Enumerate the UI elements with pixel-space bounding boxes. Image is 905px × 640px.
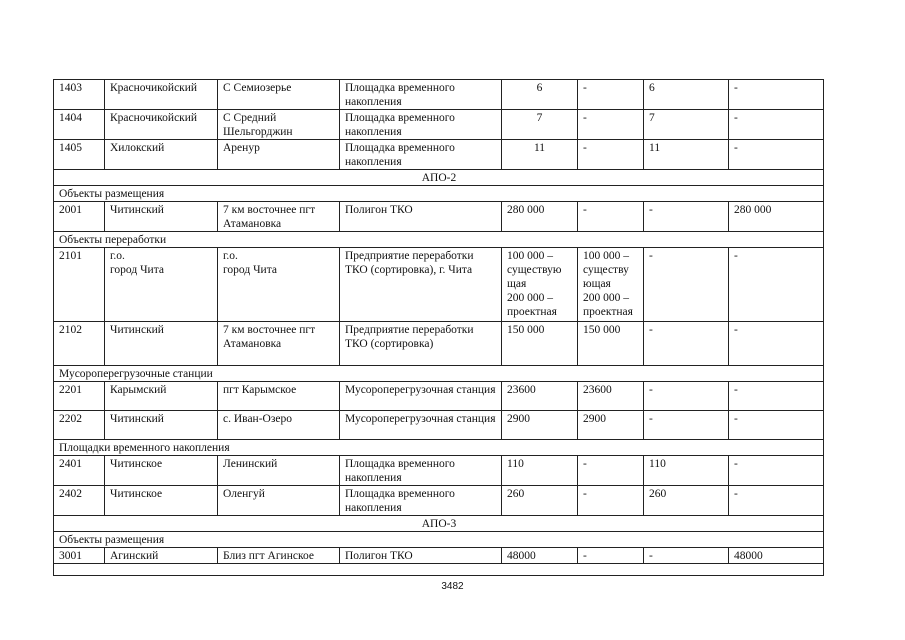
section-title: АПО-2 xyxy=(54,170,824,186)
placement-cell: 48000 xyxy=(729,548,824,564)
placement-cell: - xyxy=(729,456,824,486)
object-type-cell: Полигон ТКО xyxy=(340,548,502,564)
table-row xyxy=(54,411,824,440)
capacity-cell: 48000 xyxy=(502,548,578,564)
object-type-cell: Площадка временного накопления xyxy=(340,140,502,170)
section-header-row xyxy=(54,170,824,186)
temporary-storage-cell: - xyxy=(644,322,729,366)
capacity-cell: 110 xyxy=(502,456,578,486)
empty-cell xyxy=(54,564,824,576)
district-cell: Карымский xyxy=(105,382,218,411)
processing-cell: - xyxy=(578,202,644,232)
processing-cell: - xyxy=(578,456,644,486)
group-header-row xyxy=(54,186,824,202)
placement-cell: - xyxy=(729,486,824,516)
district-cell: Хилокский xyxy=(105,140,218,170)
capacity-cell: 280 000 xyxy=(502,202,578,232)
table-row xyxy=(54,202,824,232)
object-type-cell: Полигон ТКО xyxy=(340,202,502,232)
location-cell: Близ пгт Агинское xyxy=(218,548,340,564)
placement-cell: - xyxy=(729,140,824,170)
group-title: Объекты размещения xyxy=(54,532,824,548)
row-number-cell: 2201 xyxy=(54,382,105,411)
table-row xyxy=(54,248,824,322)
location-cell: пгт Карымское xyxy=(218,382,340,411)
placement-cell: 280 000 xyxy=(729,202,824,232)
capacity-cell: 23600 xyxy=(502,382,578,411)
location-cell: 7 км восточнее пгт Атамановка xyxy=(218,322,340,366)
section-title: АПО-3 xyxy=(54,516,824,532)
empty-row xyxy=(54,564,824,576)
table-row xyxy=(54,486,824,516)
object-type-cell: Предприятие переработки ТКО (сортировка) xyxy=(340,322,502,366)
object-type-cell: Площадка временного накопления xyxy=(340,110,502,140)
district-cell: Читинский xyxy=(105,411,218,440)
temporary-storage-cell: 11 xyxy=(644,140,729,170)
group-header-row xyxy=(54,366,824,382)
district-cell: Читинское xyxy=(105,486,218,516)
temporary-storage-cell: 6 xyxy=(644,80,729,110)
district-cell: Читинский xyxy=(105,322,218,366)
table-row xyxy=(54,548,824,564)
temporary-storage-cell: - xyxy=(644,248,729,322)
location-cell: С Семиозерье xyxy=(218,80,340,110)
group-header-row xyxy=(54,532,824,548)
processing-cell: - xyxy=(578,140,644,170)
placement-cell: - xyxy=(729,110,824,140)
object-type-cell: Площадка временного накопления xyxy=(340,456,502,486)
capacity-cell: 150 000 xyxy=(502,322,578,366)
temporary-storage-cell: 7 xyxy=(644,110,729,140)
district-cell: Читинский xyxy=(105,202,218,232)
capacity-cell: 260 xyxy=(502,486,578,516)
placement-cell: - xyxy=(729,382,824,411)
temporary-storage-cell: - xyxy=(644,411,729,440)
row-number-cell: 2101 xyxy=(54,248,105,322)
location-cell: Оленгуй xyxy=(218,486,340,516)
temporary-storage-cell: - xyxy=(644,548,729,564)
district-cell: Красночикойский xyxy=(105,80,218,110)
district-cell: Читинское xyxy=(105,456,218,486)
row-number-cell: 2102 xyxy=(54,322,105,366)
table-row xyxy=(54,80,824,110)
object-type-cell: Мусороперегрузочная станция xyxy=(340,382,502,411)
group-header-row xyxy=(54,440,824,456)
object-type-cell: Предприятие переработки ТКО (сортировка), г. Чита xyxy=(340,248,502,322)
group-title: Площадки временного накопления xyxy=(54,440,824,456)
waste-facilities-table xyxy=(53,79,824,576)
capacity-cell: 11 xyxy=(502,140,578,170)
location-cell: С Средний Шельгорджин xyxy=(218,110,340,140)
capacity-cell: 100 000 – существую щая 200 000 – проектная xyxy=(502,248,578,322)
group-title: Объекты размещения xyxy=(54,186,824,202)
capacity-cell: 2900 xyxy=(502,411,578,440)
processing-cell: 2900 xyxy=(578,411,644,440)
object-type-cell: Площадка временного накопления xyxy=(340,486,502,516)
row-number-cell: 2001 xyxy=(54,202,105,232)
table-row xyxy=(54,110,824,140)
temporary-storage-cell: - xyxy=(644,382,729,411)
district-cell: Красночикойский xyxy=(105,110,218,140)
page-number: 3482 xyxy=(441,581,464,592)
location-cell: Ленинский xyxy=(218,456,340,486)
object-type-cell: Площадка временного накопления xyxy=(340,80,502,110)
processing-cell: - xyxy=(578,486,644,516)
row-number-cell: 2401 xyxy=(54,456,105,486)
table-row xyxy=(54,456,824,486)
row-number-cell: 1403 xyxy=(54,80,105,110)
object-type-cell: Мусороперегрузочная станция xyxy=(340,411,502,440)
processing-cell: - xyxy=(578,80,644,110)
processing-cell: - xyxy=(578,548,644,564)
district-cell: Агинский xyxy=(105,548,218,564)
row-number-cell: 2402 xyxy=(54,486,105,516)
processing-cell: - xyxy=(578,110,644,140)
location-cell: Аренур xyxy=(218,140,340,170)
temporary-storage-cell: 260 xyxy=(644,486,729,516)
capacity-cell: 6 xyxy=(502,80,578,110)
district-cell: г.о. город Чита xyxy=(105,248,218,322)
processing-cell: 150 000 xyxy=(578,322,644,366)
group-header-row xyxy=(54,232,824,248)
row-number-cell: 3001 xyxy=(54,548,105,564)
placement-cell: - xyxy=(729,411,824,440)
capacity-cell: 7 xyxy=(502,110,578,140)
location-cell: г.о. город Чита xyxy=(218,248,340,322)
table-row xyxy=(54,140,824,170)
placement-cell: - xyxy=(729,248,824,322)
row-number-cell: 1405 xyxy=(54,140,105,170)
location-cell: с. Иван-Озеро xyxy=(218,411,340,440)
placement-cell: - xyxy=(729,80,824,110)
processing-cell: 23600 xyxy=(578,382,644,411)
row-number-cell: 2202 xyxy=(54,411,105,440)
group-title: Мусороперегрузочные станции xyxy=(54,366,824,382)
temporary-storage-cell: 110 xyxy=(644,456,729,486)
table-row xyxy=(54,382,824,411)
processing-cell: 100 000 – существу ющая 200 000 – проектная xyxy=(578,248,644,322)
group-title: Объекты переработки xyxy=(54,232,824,248)
location-cell: 7 км восточнее пгт Атамановка xyxy=(218,202,340,232)
table-row xyxy=(54,322,824,366)
row-number-cell: 1404 xyxy=(54,110,105,140)
section-header-row xyxy=(54,516,824,532)
placement-cell: - xyxy=(729,322,824,366)
temporary-storage-cell: - xyxy=(644,202,729,232)
